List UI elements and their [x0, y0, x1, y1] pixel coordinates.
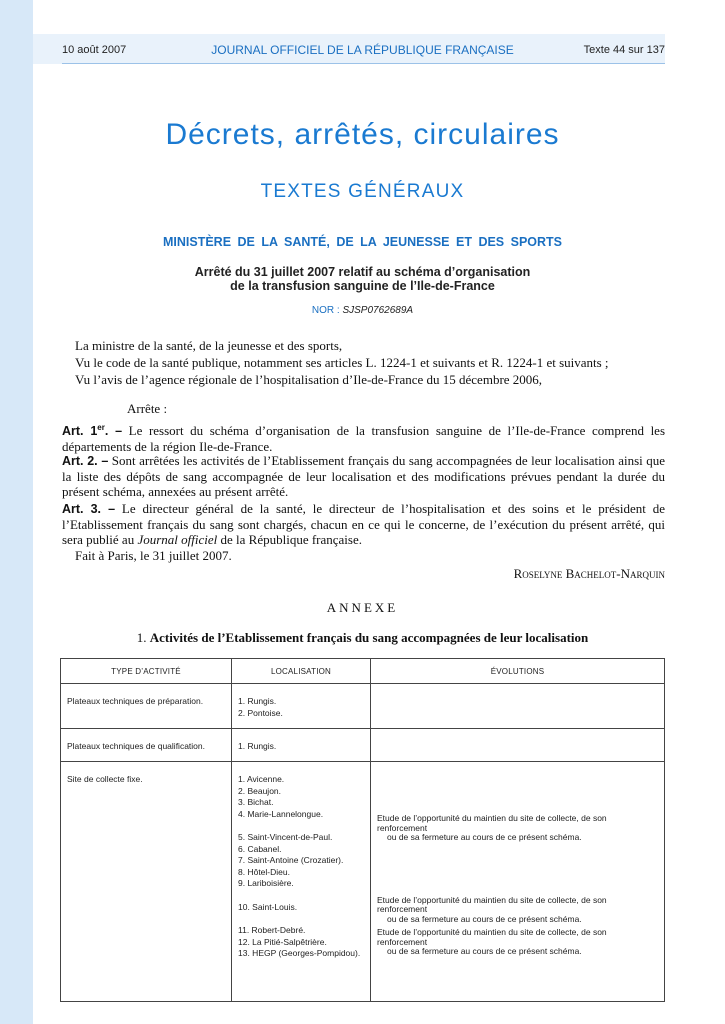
localisation-item: 7. Saint-Antoine (Crozatier). — [238, 855, 344, 865]
column-header-type: TYPE D’ACTIVITÉ — [61, 659, 232, 684]
preamble-line: La ministre de la santé, de la jeunesse et des sports, — [75, 338, 343, 353]
article-1-label: Art. 1er. – — [62, 423, 123, 439]
localisation-item: 12. La Pitié-Salpêtrière. — [238, 936, 327, 947]
article-3-text-end: de la République française. — [220, 532, 362, 547]
arrete-word: Arrête : — [127, 401, 168, 416]
nor-code: SJSP0762689A — [342, 305, 414, 316]
localisation-item: 11. Robert-Debré. — [238, 925, 306, 935]
localisation-item: 1. Rungis. — [238, 696, 277, 706]
localisation-item: 1. Avicenne. — [238, 774, 285, 784]
preamble — [75, 338, 675, 387]
arrete-title-line-2: de la transfusion sanguine de l’Ile-de-France — [230, 279, 495, 293]
signature: Roselyne Bachelot-Narquin — [513, 566, 665, 581]
column-header-localisation: LOCALISATION — [232, 659, 371, 684]
table-row — [61, 729, 665, 762]
arrete-title-line-1: Arrêté du 31 juillet 2007 relatif au schéma d’organisation — [194, 265, 531, 279]
article-2-text: Sont arrêtées les activités de l’Etablissement français du sang accompagnées de leur localisation ainsi que la liste des dépôts de sang accompagnée de leur localisation et des modifications prévues pendant la durée du présent schéma, annexées au présent arrêté. — [62, 453, 666, 499]
localisation-item: 4. Marie-Lannelongue. — [238, 808, 324, 819]
localisation-item: 10. Saint-Louis. — [238, 901, 298, 912]
subsection-title: TEXTES GÉNÉRAUX — [260, 181, 465, 202]
journal-officiel-italic: Journal officiel — [137, 532, 218, 547]
header-divider — [62, 63, 665, 64]
table-header-row — [61, 659, 665, 684]
done-at: Fait à Paris, le 31 juillet 2007. — [75, 548, 232, 563]
activity-type: Plateaux techniques de préparation. — [67, 696, 204, 706]
section-title: Décrets, arrêtés, circulaires — [165, 118, 560, 151]
nor-reference — [0, 305, 725, 316]
evolution-note: Etude de l’opportunité du maintien du site de collecte, de son renforcement ou de sa fermeture au cours de ce présent schéma. — [377, 813, 607, 842]
article-1 — [62, 420, 665, 454]
preamble-line: Vu le code de la santé publique, notamment ses articles L. 1224-1 et suivants et R. 1224-1 et suivants ; — [75, 355, 609, 370]
annex-section-heading — [0, 630, 725, 646]
table-row — [61, 762, 665, 1002]
localisation-item: 2. Pontoise. — [238, 707, 283, 718]
annex-section-number: 1. — [136, 630, 147, 645]
header-journal-title: JOURNAL OFFICIEL DE LA RÉPUBLIQUE FRANÇAISE — [211, 43, 514, 57]
localisation-item: 3. Bichat. — [238, 797, 274, 807]
preamble-line: Vu l’avis de l’agence régionale de l’hospitalisation d’Ile-de-France du 15 décembre 2006, — [75, 372, 543, 387]
localisation-item: 9. Lariboisière. — [238, 878, 294, 888]
evolution-note: Etude de l’opportunité du maintien du site de collecte, de son renforcement ou de sa fermeture au cours de ce présent schéma. — [377, 927, 607, 956]
column-header-evolutions: ÉVOLUTIONS — [371, 659, 665, 684]
article-2-label: Art. 2. – — [62, 454, 109, 468]
article-1-text: Le ressort du schéma d’organisation de la transfusion sanguine de l’Ile-de-France comprend les départements de la région Ile-de-France. — [62, 423, 666, 455]
article-2 — [62, 453, 665, 499]
left-margin-band — [0, 0, 33, 1024]
localisation-item: 1. Rungis. — [238, 741, 277, 751]
article-3-text: Le directeur général de la santé, le directeur de l’hospitalisation et des soins et le président de l’Etablissement français du sang sont chargés, chacun en ce qui le concerne, de l’exécution du présent arrêté, qui sera publié au — [62, 501, 666, 547]
annex-section-title: Activités de l’Etablissement français du sang accompagnées de leur localisation — [149, 630, 589, 645]
header-page-number: Texte 44 sur 137 — [583, 44, 665, 56]
evolution-note: Etude de l’opportunité du maintien du site de collecte, de son renforcement ou de sa fermeture au cours de ce présent schéma. — [377, 894, 607, 924]
localisation-item: 6. Cabanel. — [238, 843, 282, 854]
activities-table — [60, 658, 665, 1002]
header-date: 10 août 2007 — [62, 44, 127, 56]
activity-type: Site de collecte fixe. — [67, 774, 143, 784]
arrete-title — [0, 265, 725, 293]
table-row — [61, 684, 665, 729]
article-3 — [62, 501, 665, 547]
activity-type: Plateaux techniques de qualification. — [67, 741, 205, 751]
article-3-label: Art. 3. – — [62, 502, 116, 516]
localisation-item: 2. Beaujon. — [238, 785, 282, 796]
annexe-heading: ANNEXE — [326, 600, 399, 615]
nor-label: NOR : — [311, 305, 340, 316]
localisation-item: 5. Saint-Vincent-de-Paul. — [238, 832, 333, 842]
localisation-item: 8. Hôtel-Dieu. — [238, 866, 290, 877]
localisation-item: 13. HEGP (Georges-Pompidou). — [238, 948, 361, 958]
ministry-heading: MINISTÈRE DE LA SANTÉ, DE LA JEUNESSE ET DES SPORTS — [162, 235, 563, 249]
